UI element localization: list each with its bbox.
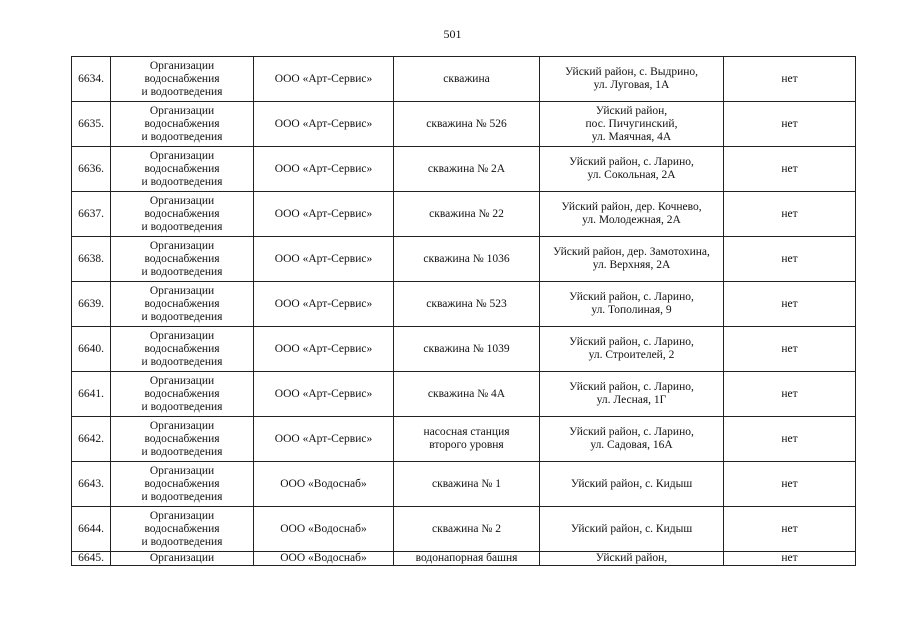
address-line: ул. Луговая, 1А <box>593 79 670 91</box>
object-line: скважина № 2 <box>432 522 501 535</box>
category-line: Организации <box>149 284 215 297</box>
row-number-cell: 6639. <box>72 282 111 327</box>
table-row <box>72 507 856 552</box>
address-line: Уйский район, с. Кидыш <box>570 522 693 535</box>
row-number-cell: 6637. <box>72 192 111 237</box>
category-line: водоснабжения <box>144 477 220 490</box>
category-line: водоснабжения <box>144 522 220 535</box>
category-cell <box>111 102 254 147</box>
table-row <box>72 417 856 462</box>
row-number-cell: 6642. <box>72 417 111 462</box>
status-cell: нет <box>724 462 856 507</box>
organization-cell: ООО «Арт-Сервис» <box>254 327 394 372</box>
category-line: и водоотведения <box>141 535 223 548</box>
address-line: Уйский район, дер. Кочнево, <box>561 201 702 213</box>
table-row <box>72 327 856 372</box>
object-cell <box>394 507 540 552</box>
object-line: скважина <box>443 72 490 85</box>
object-line: скважина № 1036 <box>423 252 510 265</box>
row-number-cell: 6645. <box>72 552 111 566</box>
category-line: Организации <box>149 329 215 342</box>
table-row <box>72 57 856 102</box>
row-number-cell: 6638. <box>72 237 111 282</box>
status-cell: нет <box>724 372 856 417</box>
category-cell <box>111 462 254 507</box>
address-line: Уйский район, с. Кидыш <box>570 477 693 490</box>
table-row <box>72 552 856 566</box>
table-row <box>72 147 856 192</box>
category-line: и водоотведения <box>141 445 223 458</box>
category-line: Организации <box>149 104 215 117</box>
status-cell: нет <box>724 282 856 327</box>
status-cell: нет <box>724 192 856 237</box>
row-number-cell: 6644. <box>72 507 111 552</box>
category-line: Организации <box>149 464 215 477</box>
object-cell <box>394 282 540 327</box>
address-cell <box>540 147 724 192</box>
object-cell <box>394 372 540 417</box>
registry-table <box>71 56 856 566</box>
address-cell <box>540 462 724 507</box>
address-line: ул. Маячная, 4А <box>591 130 672 143</box>
category-line: и водоотведения <box>141 220 223 233</box>
address-cell <box>540 102 724 147</box>
address-cell <box>540 57 724 102</box>
object-cell <box>394 417 540 462</box>
status-cell: нет <box>724 102 856 147</box>
address-cell <box>540 192 724 237</box>
row-number-cell: 6634. <box>72 57 111 102</box>
object-line: скважина № 1 <box>432 477 501 490</box>
category-cell <box>111 372 254 417</box>
address-line: Уйский район, дер. Замотохина, <box>553 246 710 258</box>
address-line: Уйский район, с. Ларино, <box>569 291 694 303</box>
organization-cell: ООО «Водоснаб» <box>254 462 394 507</box>
address-line: ул. Верхняя, 2А <box>592 259 671 271</box>
category-line: Организации <box>149 194 215 207</box>
status-cell: нет <box>724 147 856 192</box>
category-line: Организации <box>149 552 215 564</box>
organization-cell: ООО «Водоснаб» <box>254 552 394 566</box>
organization-cell: ООО «Арт-Сервис» <box>254 372 394 417</box>
object-line: скважина № 1039 <box>423 342 510 355</box>
category-line: водоснабжения <box>144 162 220 175</box>
row-number-cell: 6643. <box>72 462 111 507</box>
table-row <box>72 372 856 417</box>
address-line: Уйский район, с. Ларино, <box>569 156 694 168</box>
object-cell <box>394 327 540 372</box>
category-line: водоснабжения <box>144 207 220 220</box>
address-line: ул. Лесная, 1Г <box>596 394 667 406</box>
table-row <box>72 462 856 507</box>
category-line: и водоотведения <box>141 355 223 368</box>
category-cell <box>111 192 254 237</box>
page-number: 501 <box>443 27 462 41</box>
object-cell <box>394 192 540 237</box>
category-line: водоснабжения <box>144 72 220 85</box>
object-cell <box>394 102 540 147</box>
address-line: Уйский район, <box>595 104 668 117</box>
object-cell <box>394 147 540 192</box>
category-line: и водоотведения <box>141 130 223 143</box>
object-line: второго уровня <box>429 439 504 451</box>
category-line: Организации <box>149 374 215 387</box>
category-cell <box>111 282 254 327</box>
address-line: ул. Молодежная, 2А <box>582 214 681 226</box>
table-row <box>72 237 856 282</box>
category-line: и водоотведения <box>141 400 223 413</box>
organization-cell: ООО «Арт-Сервис» <box>254 192 394 237</box>
object-line: скважина № 526 <box>426 117 507 130</box>
table-row <box>72 102 856 147</box>
object-line: скважина № 523 <box>426 297 507 310</box>
address-cell <box>540 282 724 327</box>
status-cell: нет <box>724 327 856 372</box>
category-line: Организации <box>149 59 215 72</box>
address-line: ул. Садовая, 16А <box>590 439 673 451</box>
object-cell <box>394 552 540 566</box>
row-number-cell: 6635. <box>72 102 111 147</box>
category-line: Организации <box>149 419 215 432</box>
category-line: Организации <box>149 149 215 162</box>
address-line: ул. Сокольная, 2А <box>587 169 676 181</box>
address-line: Уйский район, <box>595 552 668 564</box>
category-line: и водоотведения <box>141 85 223 98</box>
address-line: ул. Тополиная, 9 <box>591 304 672 316</box>
status-cell: нет <box>724 417 856 462</box>
address-cell <box>540 327 724 372</box>
address-line: ул. Строителей, 2 <box>588 349 675 361</box>
category-cell <box>111 237 254 282</box>
address-cell <box>540 372 724 417</box>
category-line: и водоотведения <box>141 490 223 503</box>
object-line: насосная станция <box>423 426 510 438</box>
object-line: водонапорная башня <box>415 552 518 564</box>
address-line: Уйский район, с. Выдрино, <box>564 66 699 78</box>
category-line: и водоотведения <box>141 175 223 188</box>
object-line: скважина № 22 <box>429 207 504 220</box>
category-line: Организации <box>149 239 215 252</box>
status-cell: нет <box>724 552 856 566</box>
status-cell: нет <box>724 57 856 102</box>
organization-cell: ООО «Арт-Сервис» <box>254 282 394 327</box>
status-cell: нет <box>724 507 856 552</box>
address-line: Уйский район, с. Ларино, <box>569 426 694 438</box>
row-number-cell: 6640. <box>72 327 111 372</box>
category-line: водоснабжения <box>144 432 220 445</box>
category-cell <box>111 552 254 566</box>
address-cell <box>540 237 724 282</box>
object-cell <box>394 237 540 282</box>
object-cell <box>394 462 540 507</box>
table-row <box>72 192 856 237</box>
organization-cell: ООО «Арт-Сервис» <box>254 417 394 462</box>
organization-cell: ООО «Арт-Сервис» <box>254 102 394 147</box>
organization-cell: ООО «Арт-Сервис» <box>254 147 394 192</box>
address-cell <box>540 552 724 566</box>
category-line: водоснабжения <box>144 297 220 310</box>
address-cell <box>540 417 724 462</box>
category-line: водоснабжения <box>144 342 220 355</box>
category-cell <box>111 417 254 462</box>
organization-cell: ООО «Арт-Сервис» <box>254 57 394 102</box>
table-row <box>72 282 856 327</box>
address-line: Уйский район, с. Ларино, <box>569 381 694 393</box>
category-line: водоснабжения <box>144 117 220 130</box>
category-line: водоснабжения <box>144 252 220 265</box>
category-line: и водоотведения <box>141 310 223 323</box>
table-body <box>72 57 856 566</box>
row-number-cell: 6641. <box>72 372 111 417</box>
address-cell <box>540 507 724 552</box>
category-line: Организации <box>149 509 215 522</box>
address-line: пос. Пичугинский, <box>585 117 678 130</box>
object-line: скважина № 2А <box>427 162 506 175</box>
category-cell <box>111 507 254 552</box>
organization-cell: ООО «Арт-Сервис» <box>254 237 394 282</box>
object-cell <box>394 57 540 102</box>
organization-cell: ООО «Водоснаб» <box>254 507 394 552</box>
category-cell <box>111 147 254 192</box>
row-number-cell: 6636. <box>72 147 111 192</box>
category-cell <box>111 57 254 102</box>
category-line: и водоотведения <box>141 265 223 278</box>
address-line: Уйский район, с. Ларино, <box>569 336 694 348</box>
object-line: скважина № 4А <box>427 387 506 400</box>
status-cell: нет <box>724 237 856 282</box>
category-cell <box>111 327 254 372</box>
category-line: водоснабжения <box>144 387 220 400</box>
